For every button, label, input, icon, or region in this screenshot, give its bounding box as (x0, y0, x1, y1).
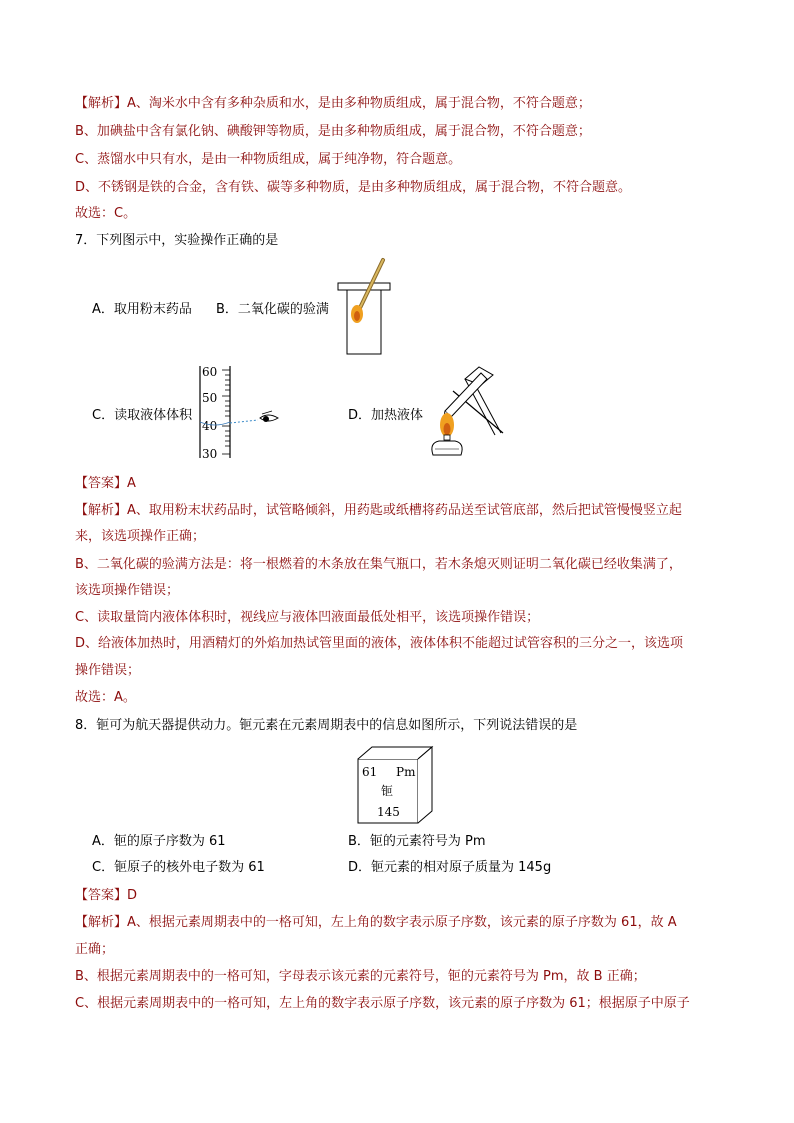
q8-analysis-1b: 正确； (75, 942, 115, 957)
analysis-tag: 【解析】 (75, 915, 128, 930)
q7-analysis-1b: 来，该选项操作正确； (75, 529, 206, 544)
q8-option-c: C．钷原子的核外电子数为 61 (92, 860, 265, 875)
graduated-cylinder-figure (192, 364, 288, 460)
analysis-6-line-4: D、不锈钢是铁的合金，含有铁、碳等多种物质，是由多种物质组成，属于混合物，不符合题意。 (75, 180, 632, 195)
q7-analysis-2b: 该选项操作错误； (75, 583, 180, 598)
gas-bottle-figure (335, 258, 395, 358)
analysis-6-line-1 (75, 94, 591, 114)
analysis-6-line-2: B、加碘盐中含有氯化钠、碘酸钾等物质，是由多种物质组成，属于混合物，不符合题意； (75, 124, 591, 139)
q7-analysis-4a: D、给液体加热时，用酒精灯的外焰加热试管里面的液体，液体体积不能超过试管容积的三分之一，该选项 (75, 636, 684, 651)
q7-analysis-1a (75, 501, 682, 521)
analysis-text: A、淘米水中含有多种杂质和水，是由多种物质组成，属于混合物，不符合题意； (127, 96, 591, 111)
element-name: 钷 (381, 784, 394, 798)
q8-analysis-2: B、根据元素周期表中的一格可知，字母表示该元素的元素符号，钷的元素符号为 Pm，故 B 正确； (75, 969, 646, 984)
q7-analysis-3: C、读取量筒内液体体积时，视线应与液体凹液面最低处相平，该选项操作错误； (75, 610, 540, 625)
atomic-number: 61 (362, 765, 378, 779)
q7-option-b: B．二氧化碳的验满 (216, 302, 329, 317)
tick-label: 60 (202, 365, 218, 379)
analysis-tag: 【解析】 (75, 96, 128, 111)
analysis-tag: 【解析】 (75, 503, 128, 518)
element-symbol: Pm (396, 765, 416, 779)
tick-label: 40 (202, 419, 218, 433)
q8-analysis-3: C、根据元素周期表中的一格可知，左上角的数字表示原子序数，该元素的原子序数为 61；根据原子中原子 (75, 996, 690, 1011)
q7-analysis-4b: 操作错误； (75, 663, 141, 678)
question-7-stem: 7．下列图示中，实验操作正确的是 (75, 233, 279, 248)
q8-option-d: D．钷元素的相对原子质量为 145g (348, 860, 552, 875)
q7-option-d: D．加热液体 (348, 408, 424, 423)
q8-option-b: B．钷的元素符号为 Pm (348, 834, 486, 849)
tick-label: 50 (202, 391, 218, 405)
q8-option-a: A．钷的原子序数为 61 (92, 834, 226, 849)
q7-answer: 【答案】A (75, 476, 136, 491)
analysis-text: A、取用粉末状药品时，试管略倾斜，用药匙或纸槽将药品送至试管底部，然后把试管慢慢竖立起 (127, 503, 682, 518)
analysis-6-line-3: C、蒸馏水中只有水，是由一种物质组成，属于纯净物，符合题意。 (75, 152, 462, 167)
q8-answer: 【答案】D (75, 888, 138, 903)
tick-label: 30 (202, 447, 218, 461)
analysis-text: A、根据元素周期表中的一格可知，左上角的数字表示原子序数，该元素的原子序数为 61，故 A (127, 915, 677, 930)
q7-choice: 故选：A。 (75, 690, 136, 705)
atomic-mass: 145 (377, 805, 400, 819)
eye-icon (260, 411, 278, 422)
q7-option-a: A．取用粉末药品 (92, 302, 192, 317)
heating-liquid-figure (425, 365, 515, 461)
question-8-stem: 8．钷可为航天器提供动力。钷元素在元素周期表中的信息如图所示，下列说法错误的是 (75, 718, 578, 733)
q7-analysis-2a: B、二氧化碳的验满方法是：将一根燃着的木条放在集气瓶口，若木条熄灭则证明二氧化碳已经收集满了， (75, 557, 682, 572)
q7-option-c: C．读取液体体积 (92, 408, 193, 423)
analysis-6-choice: 故选：C。 (75, 206, 137, 221)
element-cell-figure (356, 745, 436, 827)
q8-analysis-1a (75, 913, 677, 933)
